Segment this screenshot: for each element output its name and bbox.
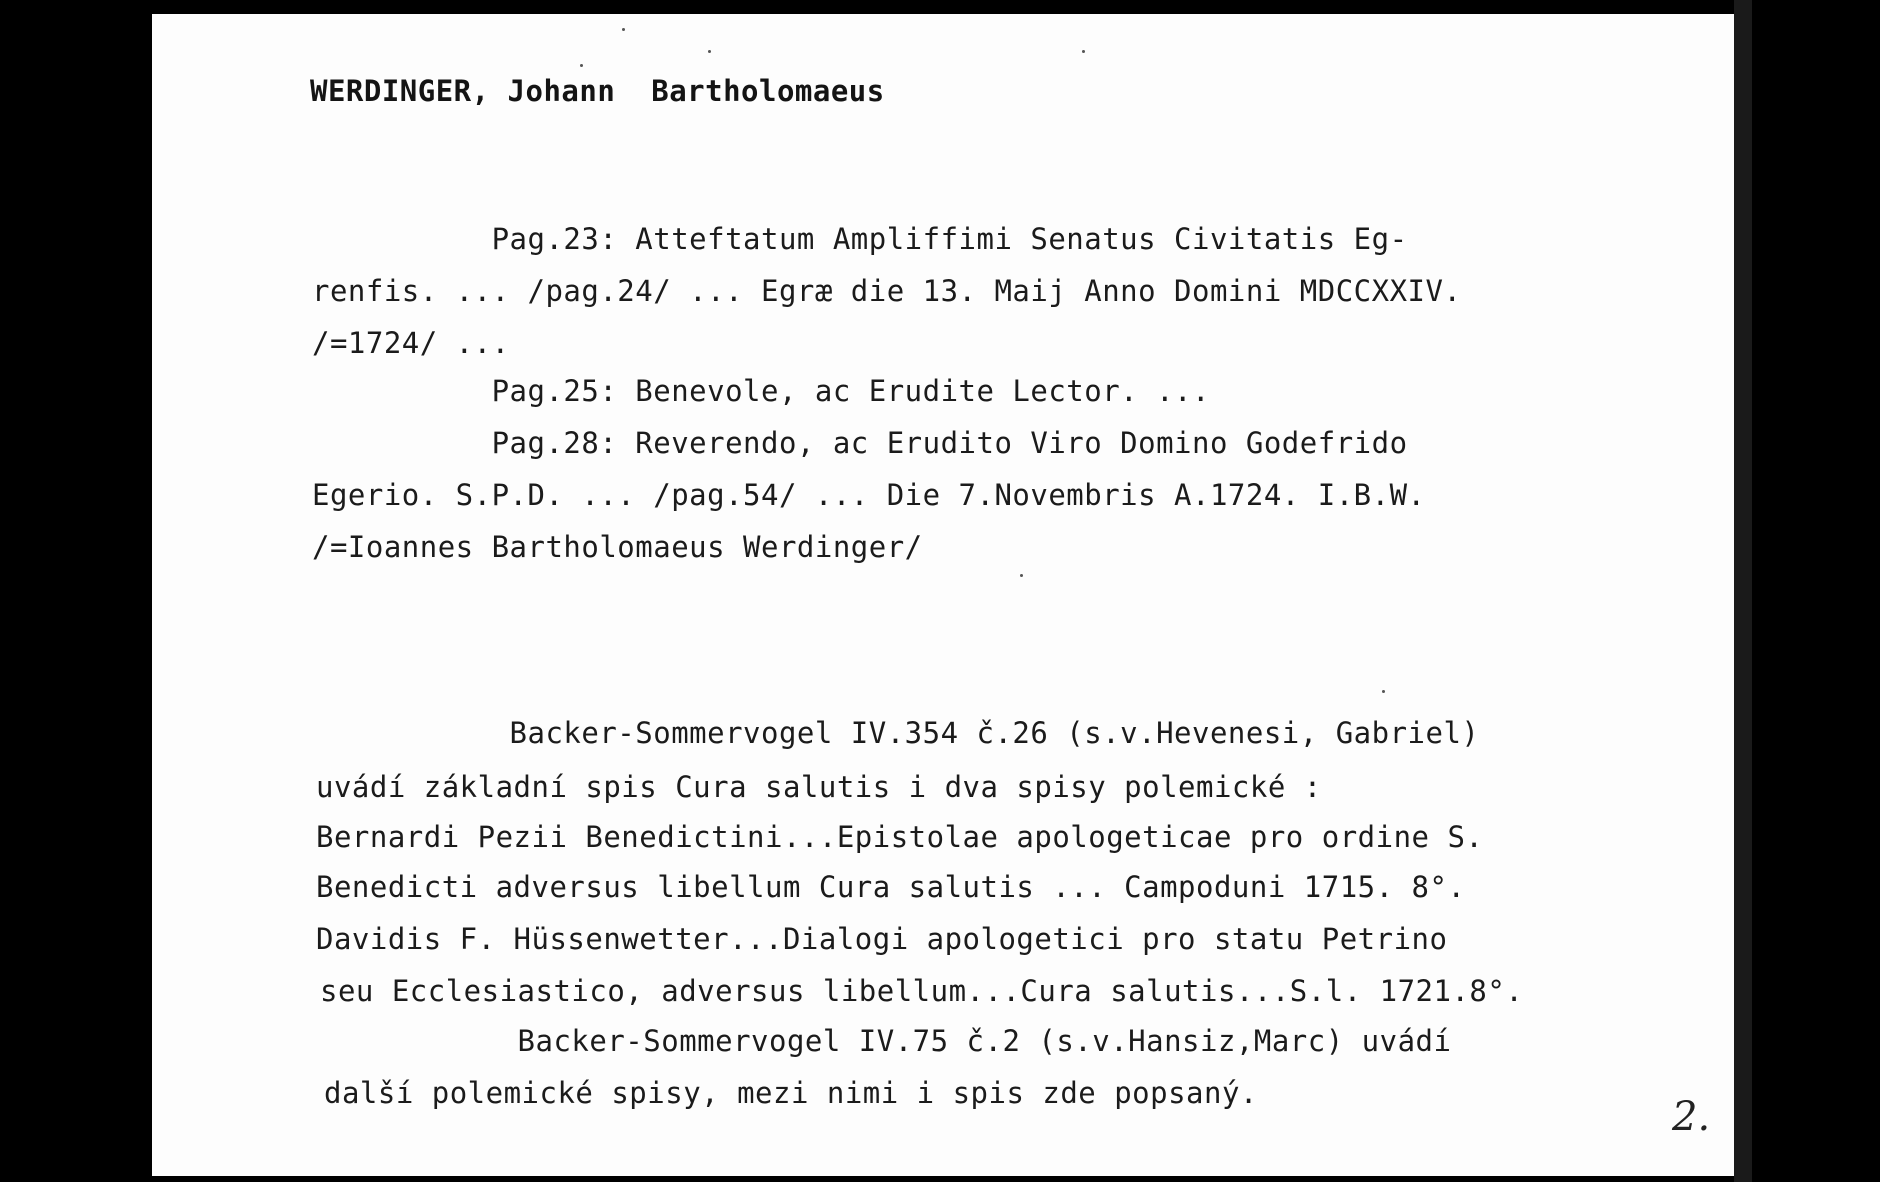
text-line: Pag.23: Atteftatum Ampliffimi Senatus Civitatis Eg- <box>312 222 1408 256</box>
text-line: /=Ioannes Bartholomaeus Werdinger/ <box>312 530 923 564</box>
card-heading: WERDINGER, Johann Bartholomaeus <box>310 74 885 108</box>
page-number: 2. <box>1672 1094 1711 1140</box>
scan-speck <box>622 28 625 31</box>
text-line: Backer-Sommervogel IV.354 č.26 (s.v.Hevenesi, Gabriel) <box>312 716 1480 750</box>
text-line: Benedicti adversus libellum Cura salutis ... Campoduni 1715. 8°. <box>316 870 1466 904</box>
text-line: Pag.28: Reverendo, ac Erudito Viro Domino Godefrido <box>312 426 1408 460</box>
scan-speck <box>580 64 583 67</box>
text-line: Pag.25: Benevole, ac Erudite Lector. ... <box>312 374 1210 408</box>
scan-speck <box>1382 690 1385 693</box>
text-line: uvádí základní spis Cura salutis i dva spisy polemické : <box>316 770 1322 804</box>
text-line: renfis. ... /pag.24/ ... Egræ die 13. Maij Anno Domini MDCCXXIV. <box>312 274 1462 308</box>
text-line: seu Ecclesiastico, adversus libellum...Cura salutis...S.l. 1721.8°. <box>320 974 1524 1008</box>
text-line: Backer-Sommervogel IV.75 č.2 (s.v.Hansiz,Marc) uvádí <box>320 1024 1452 1058</box>
catalog-card <box>152 14 1734 1176</box>
scan-speck <box>708 50 711 53</box>
text-line: Bernardi Pezii Benedictini...Epistolae apologeticae pro ordine S. <box>316 820 1484 854</box>
text-line: Davidis F. Hüssenwetter...Dialogi apologetici pro statu Petrino <box>316 922 1448 956</box>
text-line: další polemické spisy, mezi nimi i spis zde popsaný. <box>324 1076 1258 1110</box>
scan-border <box>1734 0 1752 1182</box>
text-line: /=1724/ ... <box>312 326 510 360</box>
scan-speck <box>1082 50 1085 53</box>
scan-speck <box>1020 574 1023 577</box>
text-line: Egerio. S.P.D. ... /pag.54/ ... Die 7.Novembris A.1724. I.B.W. <box>312 478 1426 512</box>
